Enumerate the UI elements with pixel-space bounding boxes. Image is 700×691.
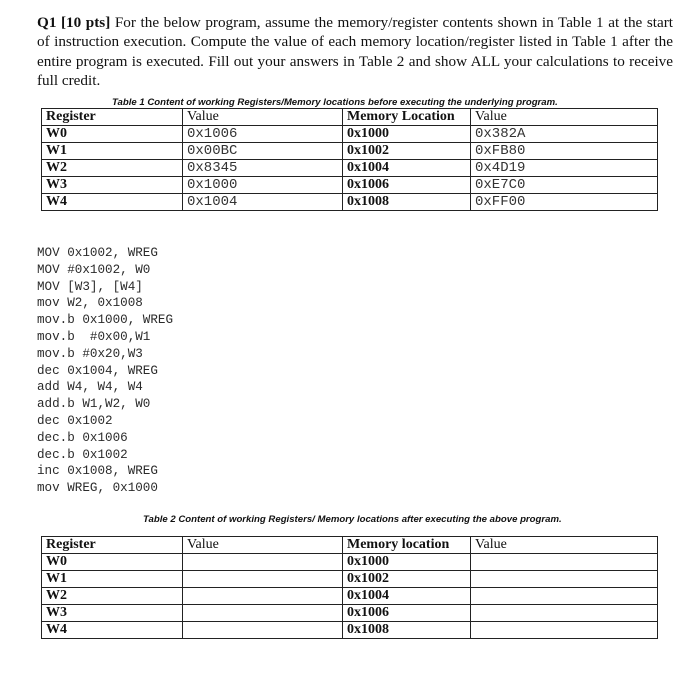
table-row [42,554,658,571]
code-line: add W4, W4, W4 [37,380,143,395]
table-row [42,605,658,622]
table-row [42,571,658,588]
table-row [42,160,658,177]
table-header-row [42,537,658,554]
code-line: dec.b 0x1006 [37,430,128,445]
register-cell: W3 [42,605,183,622]
register-answer-cell[interactable] [183,622,343,639]
question-body: For the below program, assume the memory/register contents shown in Table 1 at the start of instruction execution. Compute the value of each memory location/register listed in Table 1 after the entire program is executed. Fill out your answers in Table 2 and show ALL your calculations to receive full credit. [37,14,674,89]
code-line: dec.b 0x1002 [37,447,128,462]
register-answer-cell[interactable] [183,605,343,622]
memory-value-cell: 0xFF00 [471,194,658,211]
table1-caption: Table 1 Content of working Registers/Memory locations before executing the underlying program. [112,97,558,108]
header-memory-location: Memory Location [343,109,471,126]
register-answer-cell[interactable] [183,571,343,588]
memory-location-cell: 0x1008 [343,622,471,639]
table2-caption: Table 2 Content of working Registers/ Memory locations after executing the above program. [143,514,562,525]
table-row [42,177,658,194]
register-value-cell: 0x1000 [183,177,343,194]
table-row [42,126,658,143]
code-line: mov WREG, 0x1000 [37,481,158,496]
register-value-cell: 0x00BC [183,143,343,160]
code-line: MOV #0x1002, W0 [37,262,151,277]
table2-after-execution [41,536,658,639]
memory-location-cell: 0x1008 [343,194,471,211]
code-line: mov.b #0x00,W1 [37,329,151,344]
code-line: MOV 0x1002, WREG [37,246,158,260]
code-line: inc 0x1008, WREG [37,464,158,479]
header-register: Register [42,537,183,554]
register-cell: W4 [42,194,183,211]
memory-location-cell: 0x1006 [343,605,471,622]
memory-location-cell: 0x1004 [343,588,471,605]
table1-before-execution [41,108,658,211]
memory-answer-cell[interactable] [471,605,658,622]
table-row [42,588,658,605]
table-row [42,622,658,639]
header-value: Value [471,537,658,554]
register-value-cell: 0x1006 [183,126,343,143]
header-value: Value [183,109,343,126]
header-register: Register [42,109,183,126]
code-line: mov.b #0x20,W3 [37,346,143,361]
memory-location-cell: 0x1000 [343,126,471,143]
header-value: Value [471,109,658,126]
register-answer-cell[interactable] [183,588,343,605]
memory-location-cell: 0x1002 [343,571,471,588]
memory-value-cell: 0xE7C0 [471,177,658,194]
register-cell: W2 [42,160,183,177]
code-line: dec 0x1004, WREG [37,363,158,378]
register-cell: W1 [42,571,183,588]
memory-answer-cell[interactable] [471,571,658,588]
table-row [42,143,658,160]
code-line: add.b W1,W2, W0 [37,397,151,412]
register-cell: W0 [42,554,183,571]
register-cell: W1 [42,143,183,160]
question-label: Q1 [10 pts] [37,14,111,31]
memory-location-cell: 0x1006 [343,177,471,194]
memory-answer-cell[interactable] [471,588,658,605]
register-cell: W3 [42,177,183,194]
table-row [42,194,658,211]
register-cell: W4 [42,622,183,639]
program-listing [37,245,173,497]
memory-answer-cell[interactable] [471,622,658,639]
table-header-row [42,109,658,126]
register-answer-cell[interactable] [183,554,343,571]
code-line: MOV [W3], [W4] [37,279,143,294]
memory-location-cell: 0x1002 [343,143,471,160]
memory-value-cell: 0x4D19 [471,160,658,177]
register-cell: W2 [42,588,183,605]
memory-value-cell: 0xFB80 [471,143,658,160]
register-cell: W0 [42,126,183,143]
register-value-cell: 0x8345 [183,160,343,177]
header-value: Value [183,537,343,554]
memory-location-cell: 0x1004 [343,160,471,177]
memory-answer-cell[interactable] [471,554,658,571]
header-memory-location: Memory location [343,537,471,554]
memory-value-cell: 0x382A [471,126,658,143]
question-text [37,13,673,90]
code-line: mov W2, 0x1008 [37,296,143,311]
register-value-cell: 0x1004 [183,194,343,211]
code-line: mov.b 0x1000, WREG [37,313,174,328]
memory-location-cell: 0x1000 [343,554,471,571]
code-line: dec 0x1002 [37,413,113,428]
